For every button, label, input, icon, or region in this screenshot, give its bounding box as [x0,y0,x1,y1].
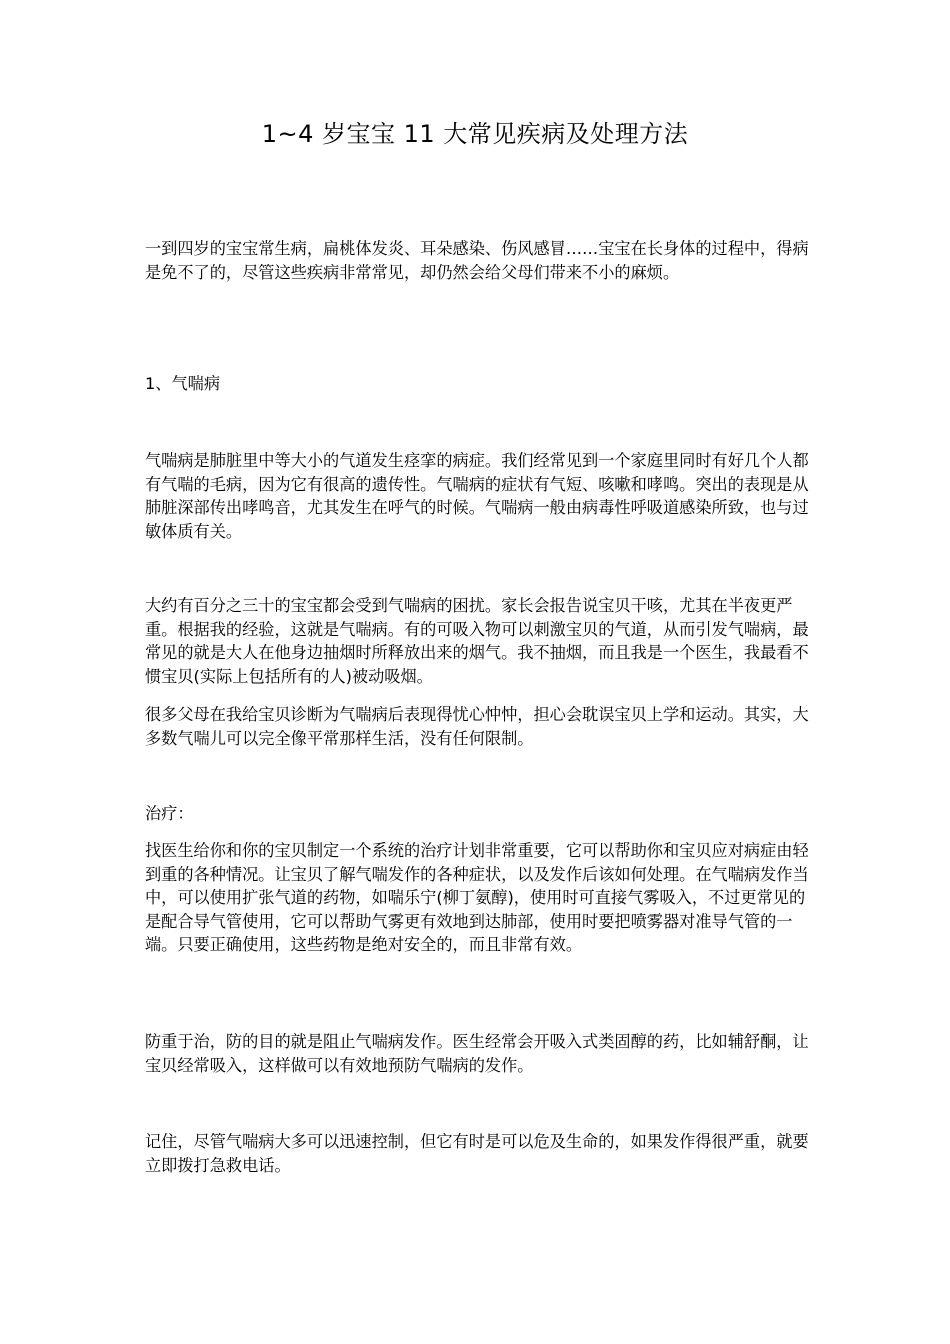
section-heading-asthma: 1、气喘病 [145,374,221,393]
treatment-plan-paragraph: 找医生给你和你的宝贝制定一个系统的治疗计划非常重要，它可以帮助你和宝贝应对病症由轻到重的各种情况。让宝贝了解气喘发作的各种症状，以及发作后该如何处理。在气喘病发作当中，可以使用扩张气道的药物，如喘乐宁(柳丁氨醇)，使用时可直接气雾吸入，不过更常见的是配合导气管使用，它可以帮助气雾更有效地到达肺部，使用时要把喷雾器对准导气管的一端。只要正确使用，这些药物是绝对安全的，而且非常有效。 [145,841,809,954]
asthma-description-paragraph: 气喘病是肺脏里中等大小的气道发生痉挛的病症。我们经常见到一个家庭里同时有好几个人都有气喘的毛病，因为它有很高的遗传性。气喘病的症状有气短、咳嗽和哮鸣。突出的表现是从肺脏深部传出哮鸣音，尤其发生在呼气的时候。气喘病一般由病毒性呼吸道感染所致，也与过敏体质有关。 [145,451,809,541]
parents-worry-paragraph: 很多父母在我给宝贝诊断为气喘病后表现得忧心忡忡，担心会耽误宝贝上学和运动。其实，大多数气喘儿可以完全像平常那样生活，没有任何限制。 [145,705,809,748]
document-title: 1~4 岁宝宝 11 大常见疾病及处理方法 [261,120,689,148]
prevention-paragraph: 防重于治，防的目的就是阻止气喘病发作。医生经常会开吸入式类固醇的药，比如辅舒酮，让宝贝经常吸入，这样做可以有效地预防气喘病的发作。 [145,1032,809,1075]
emergency-warning-paragraph: 记住，尽管气喘病大多可以迅速控制，但它有时是可以危及生命的，如果发作得很严重，就要立即拨打急救电话。 [145,1132,809,1175]
asthma-prevalence-paragraph: 大约有百分之三十的宝宝都会受到气喘病的困扰。家长会报告说宝贝干咳，尤其在半夜更严重。根据我的经验，这就是气喘病。有的可吸入物可以刺激宝贝的气道，从而引发气喘病，最常见的就是大人在他身边抽烟时所释放出来的烟气。我不抽烟，而且我是一个医生，我最看不惯宝贝(实际上包括所有的人)被动吸烟。 [145,596,809,686]
treatment-heading: 治疗： [145,804,194,823]
intro-paragraph: 一到四岁的宝宝常生病，扁桃体发炎、耳朵感染、伤风感冒……宝宝在长身体的过程中，得病是免不了的，尽管这些疾病非常常见，却仍然会给父母们带来不小的麻烦。 [145,239,809,282]
